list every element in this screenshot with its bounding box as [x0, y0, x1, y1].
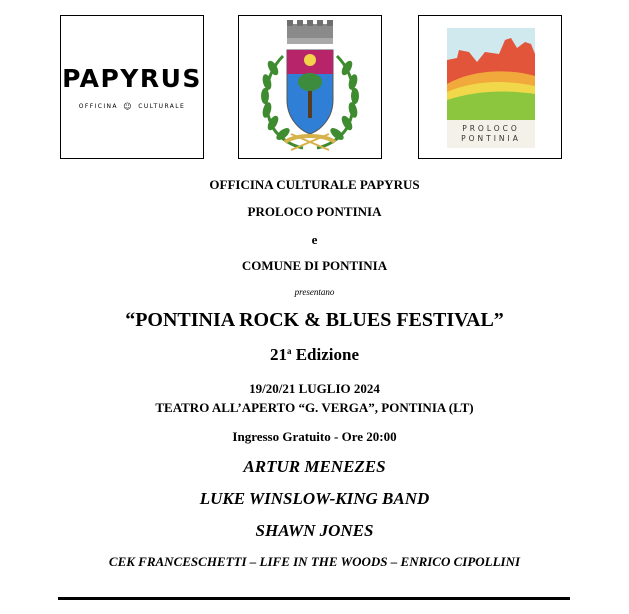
papyrus-logo [60, 15, 204, 159]
artist-artur-menezes: ARTUR MENEZES [243, 457, 386, 476]
papyrus-sub-right: CULTURALE [138, 103, 186, 110]
comune-crest-logo [238, 15, 382, 159]
smile-icon: ☺ [123, 102, 133, 111]
organizer-comune: COMUNE DI PONTINIA [241, 258, 388, 273]
organizer-proloco: PROLOCO PONTINIA [247, 204, 382, 219]
edition-word: Edizione [295, 345, 360, 364]
festival-venue: TEATRO ALL’APERTO “G. VERGA”, PONTINIA (LT) [155, 400, 474, 415]
supporting-artists: CEK FRANCESCHETTI – LIFE IN THE WOODS – ENRICO CIPOLLINI [108, 554, 521, 569]
bottom-divider [58, 597, 570, 600]
entry-info: Ingresso Gratuito - Ore 20:00 [232, 429, 397, 444]
papyrus-logo-word: PAPYRUS [62, 64, 202, 93]
edition-suffix: a [286, 346, 292, 356]
presents-label: presentano [294, 287, 335, 297]
proloco-landscape-icon [447, 28, 535, 120]
proloco-logo [418, 15, 562, 159]
conjunction: e [311, 232, 318, 247]
papyrus-sub-left: OFFICINA [78, 103, 118, 110]
organizer-papyrus: OFFICINA CULTURALE PAPYRUS [209, 177, 420, 192]
papyrus-logo-subtitle [61, 102, 203, 111]
edition-number: 21 [269, 345, 287, 364]
coat-of-arms-icon [239, 16, 381, 158]
artist-luke-winslow-king: LUKE WINSLOW-KING BAND [199, 489, 430, 508]
artist-shawn-jones: SHAWN JONES [255, 521, 374, 540]
festival-dates: 19/20/21 LUGLIO 2024 [249, 381, 380, 396]
proloco-logo-line2: PONTINIA [461, 134, 521, 143]
festival-title: “PONTINIA ROCK & BLUES FESTIVAL” [125, 309, 504, 331]
proloco-logo-card [447, 28, 535, 148]
edition-label [0, 345, 629, 365]
proloco-logo-line1: PROLOCO [462, 124, 520, 133]
